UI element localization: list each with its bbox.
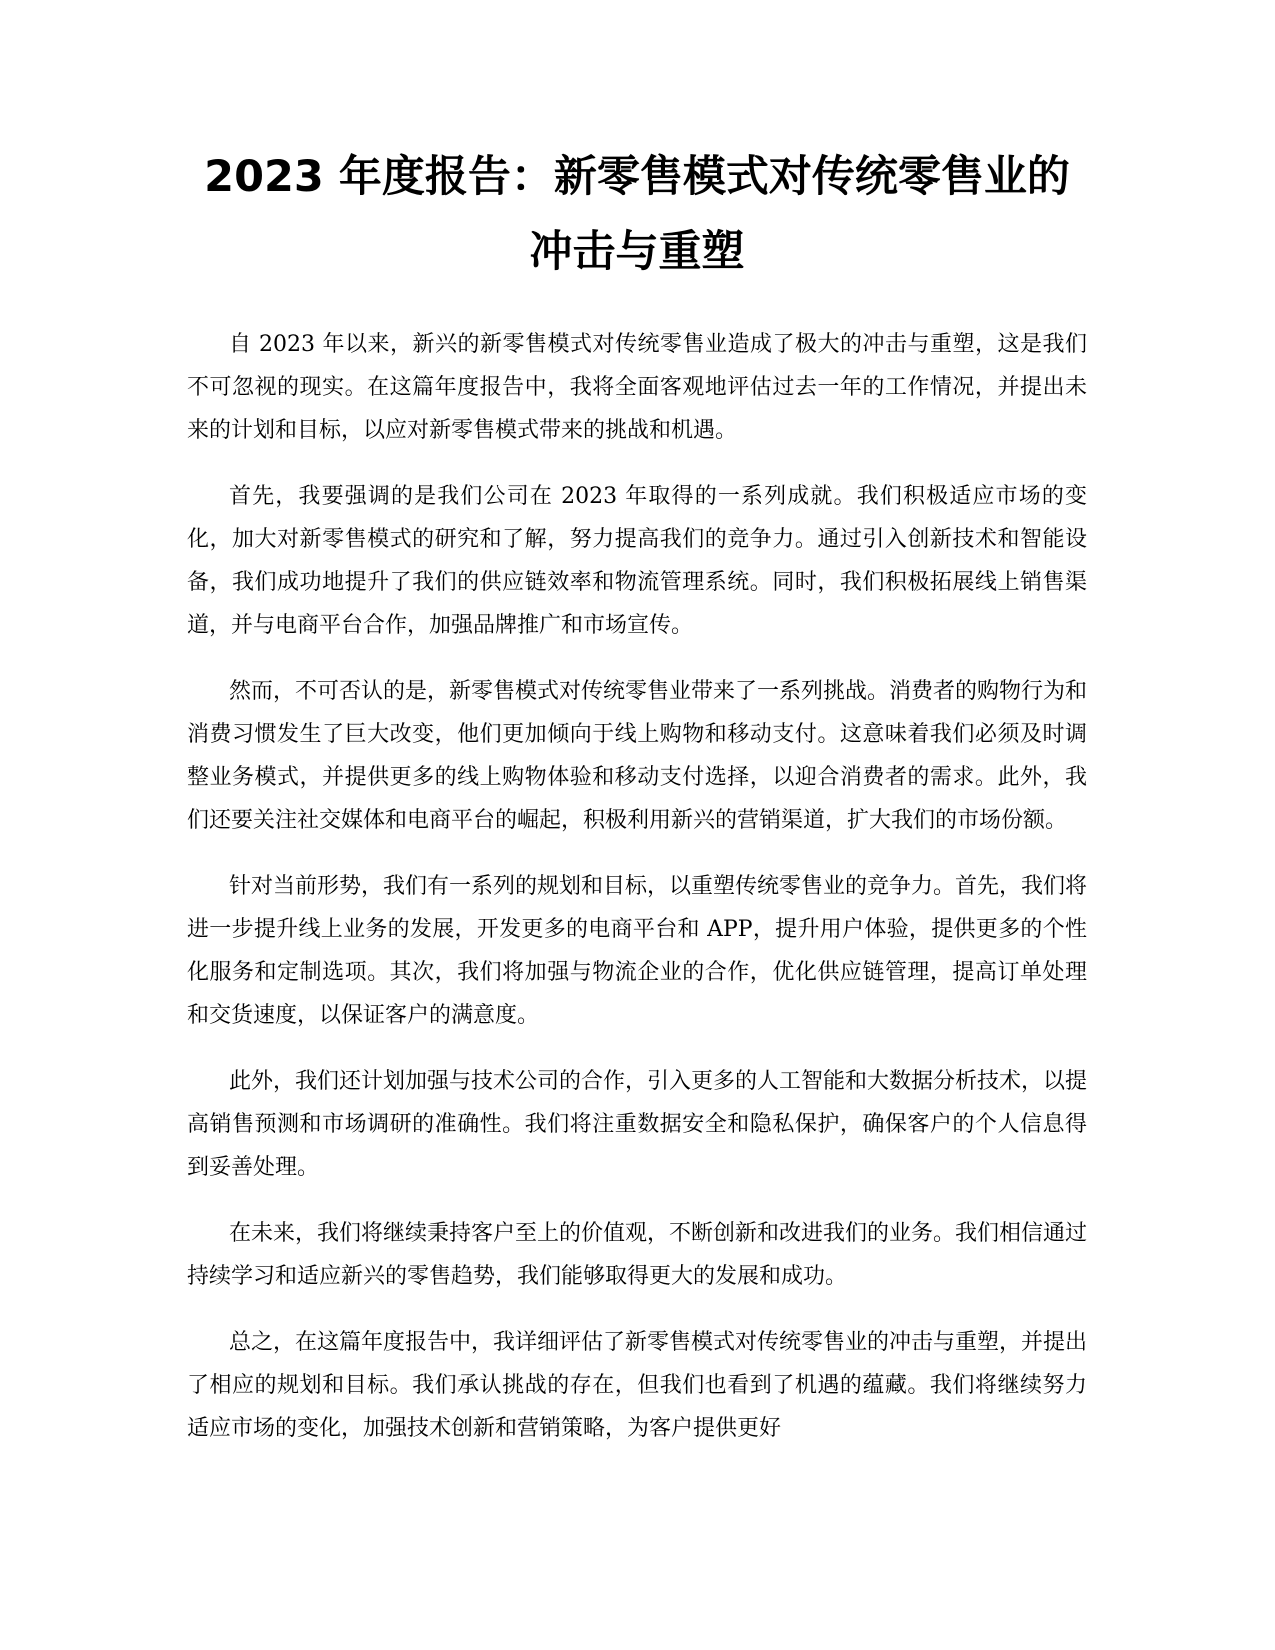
paragraph-5: 此外，我们还计划加强与技术公司的合作，引入更多的人工智能和大数据分析技术，以提高销售预测和市场调研的准确性。我们将注重数据安全和隐私保护，确保客户的个人信息得到妥善处理。 — [187, 1069, 1088, 1180]
paragraph-1: 自 2023 年以来，新兴的新零售模式对传统零售业造成了极大的冲击与重塑，这是我们不可忽视的现实。在这篇年度报告中，我将全面客观地评估过去一年的工作情况，并提出未来的计划和目标，以应对新零售模式带来的挑战和机遇。 — [187, 332, 1087, 443]
paragraph-4: 针对当前形势，我们有一系列的规划和目标，以重塑传统零售业的竞争力。首先，我们将进一步提升线上业务的发展，开发更多的电商平台和 APP，提升用户体验，提供更多的个性化服务和定制选项。其次，我们将加强与物流企业的合作，优化供应链管理，提高订单处理和交货速度，以保证客户的满意度。 — [187, 874, 1088, 1028]
document-content — [187, 140, 1087, 1473]
document-body — [187, 323, 1087, 1450]
document-title — [187, 140, 1087, 290]
paragraph-6: 在未来，我们将继续秉持客户至上的价值观，不断创新和改进我们的业务。我们相信通过持续学习和适应新兴的零售趋势，我们能够取得更大的发展和成功。 — [187, 1221, 1088, 1289]
title-line-2: 冲击与重塑 — [529, 227, 745, 277]
paragraph-7: 总之，在这篇年度报告中，我详细评估了新零售模式对传统零售业的冲击与重塑，并提出了相应的规划和目标。我们承认挑战的存在，但我们也看到了机遇的蕴藏。我们将继续努力适应市场的变化，加强技术创新和营销策略，为客户提供更好 — [187, 1330, 1088, 1441]
paragraph-2: 首先，我要强调的是我们公司在 2023 年取得的一系列成就。我们积极适应市场的变化，加大对新零售模式的研究和了解，努力提高我们的竞争力。通过引入创新技术和智能设备，我们成功地提升了我们的供应链效率和物流管理系统。同时，我们积极拓展线上销售渠道，并与电商平台合作，加强品牌推广和市场宣传。 — [187, 484, 1087, 638]
title-line-1: 2023 年度报告：新零售模式对传统零售业的 — [204, 152, 1070, 202]
paragraph-3: 然而，不可否认的是，新零售模式对传统零售业带来了一系列挑战。消费者的购物行为和消费习惯发生了巨大改变，他们更加倾向于线上购物和移动支付。这意味着我们必须及时调整业务模式，并提供更多的线上购物体验和移动支付选择，以迎合消费者的需求。此外，我们还要关注社交媒体和电商平台的崛起，积极利用新兴的营销渠道，扩大我们的市场份额。 — [187, 679, 1088, 833]
